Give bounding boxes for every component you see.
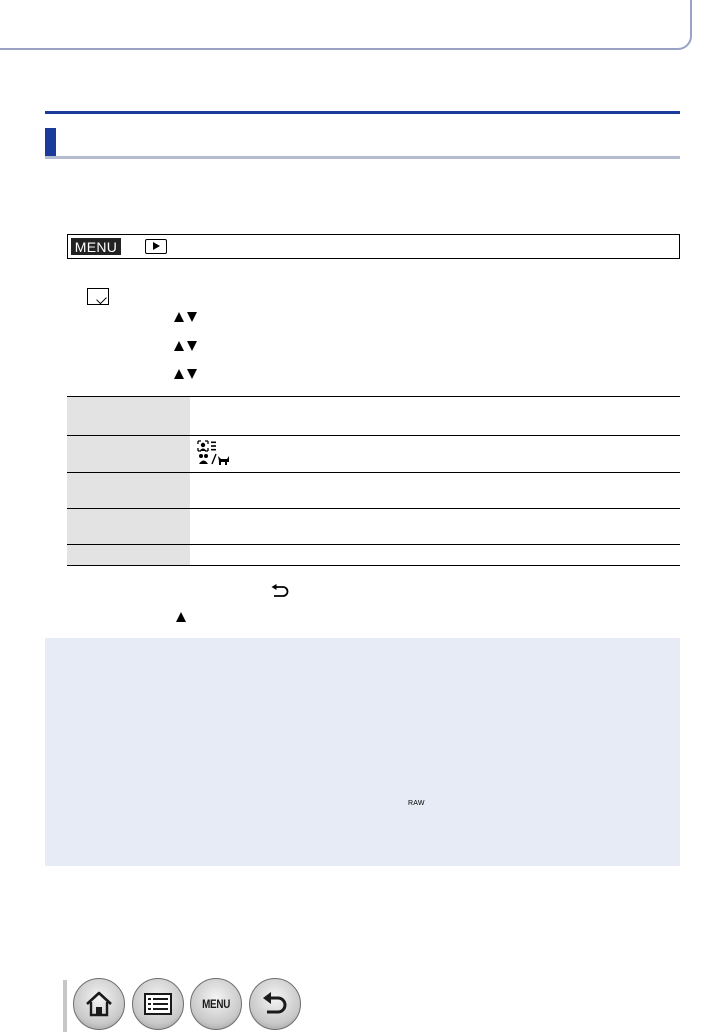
- up-down-arrows-icon: [174, 341, 197, 351]
- table-row: [67, 509, 680, 545]
- table-row: [67, 473, 680, 509]
- setting-check-icon: [87, 288, 109, 305]
- contents-button[interactable]: [132, 978, 184, 1030]
- return-button[interactable]: [249, 978, 301, 1030]
- menu-button[interactable]: [190, 978, 242, 1030]
- menu-badge: MENU: [71, 238, 121, 255]
- options-table: [67, 396, 680, 566]
- option-name-cell: [67, 545, 191, 565]
- option-name-cell: [67, 509, 191, 544]
- raw-icon: RAW: [408, 800, 425, 807]
- up-down-arrows-icon: [174, 369, 197, 379]
- option-name-cell: [67, 397, 191, 435]
- playback-icon: [145, 239, 167, 254]
- return-arrow-icon: [260, 991, 290, 1017]
- option-description-cell: [191, 509, 680, 544]
- contents-list-icon: [143, 992, 173, 1016]
- home-icon: [84, 990, 114, 1018]
- table-row: [67, 436, 680, 473]
- option-description-cell: [191, 473, 680, 508]
- menu-button-label: MENU: [201, 997, 230, 1011]
- section-heading-marker: [45, 128, 56, 157]
- option-description-cell: [191, 436, 680, 472]
- return-icon: [270, 584, 290, 598]
- up-down-arrows-icon: [174, 312, 197, 322]
- animal-recognition-icon: [197, 453, 231, 465]
- table-row: [67, 545, 680, 566]
- page-header-frame: [0, 0, 692, 50]
- table-row: [67, 397, 680, 436]
- menu-path-box: [67, 234, 680, 259]
- up-arrow-icon: [176, 612, 186, 622]
- footer-divider: [63, 980, 67, 1032]
- option-name-cell: [67, 436, 191, 472]
- notes-box: [45, 638, 680, 866]
- option-description-cell: [191, 397, 680, 435]
- section-heading-underline: [45, 156, 680, 159]
- face-recognition-icon: [197, 440, 217, 452]
- chapter-rule: [45, 111, 680, 114]
- option-description-cell: [191, 545, 680, 565]
- home-button[interactable]: [73, 978, 125, 1030]
- option-name-cell: [67, 473, 191, 508]
